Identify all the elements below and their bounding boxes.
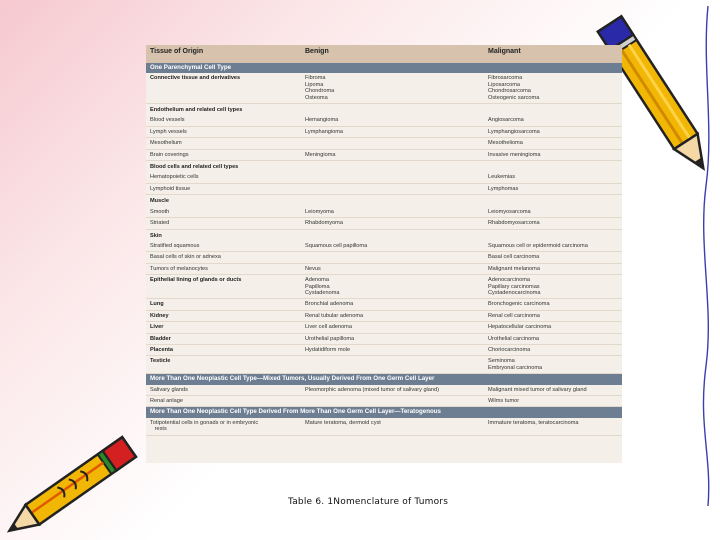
- tissue-cell: Lung: [146, 299, 301, 310]
- table-row: [146, 218, 622, 229]
- malignant-cell: Wilms tumor: [484, 396, 622, 407]
- table-subheading-row: [146, 195, 622, 207]
- tissue-cell: Tumors of melanocytes: [146, 263, 301, 274]
- tissue-cell: Placenta: [146, 344, 301, 355]
- tissue-cell: Testicle: [146, 356, 301, 374]
- malignant-cell: Fibrosarcoma Liposarcoma Chondrosarcoma Osteogenic sarcoma: [484, 73, 622, 103]
- malignant-cell: Basal cell carcinoma: [484, 252, 622, 263]
- malignant-cell: Hepatocellular carcinoma: [484, 322, 622, 333]
- table-subheading-row: [146, 104, 622, 116]
- benign-cell: Adenoma Papilloma Cystadenoma: [301, 275, 484, 299]
- table-row: [146, 322, 622, 333]
- malignant-cell: Choriocarcinoma: [484, 344, 622, 355]
- benign-cell: [301, 183, 484, 194]
- table-row: [146, 149, 622, 160]
- table-caption: Table 6. 1Nomenclature of Tumors: [288, 497, 449, 507]
- benign-cell: [301, 396, 484, 407]
- subheading-label: Skin: [146, 229, 622, 241]
- malignant-cell: Immature teratoma, teratocarcinoma: [484, 418, 622, 435]
- malignant-cell: Malignant melanoma: [484, 263, 622, 274]
- table-row: [146, 310, 622, 321]
- tissue-cell: Epithelial lining of glands or ducts: [146, 275, 301, 299]
- benign-cell: Mature teratoma, dermoid cyst: [301, 418, 484, 435]
- benign-cell: Urothelial papilloma: [301, 333, 484, 344]
- benign-cell: Hydatidiform mole: [301, 344, 484, 355]
- table-body: [146, 63, 622, 435]
- malignant-cell: Malignant mixed tumor of salivary gland: [484, 385, 622, 396]
- table-row: [146, 299, 622, 310]
- table-header-row: [146, 45, 622, 63]
- table-row: [146, 73, 622, 103]
- tissue-cell: Bladder: [146, 333, 301, 344]
- table-row: [146, 252, 622, 263]
- tissue-cell: Mesothelium: [146, 138, 301, 149]
- tissue-cell: Lymphoid tissue: [146, 183, 301, 194]
- benign-cell: [301, 252, 484, 263]
- malignant-cell: Seminoma Embryonal carcinoma: [484, 356, 622, 374]
- tissue-cell: Brain coverings: [146, 149, 301, 160]
- table-section-band: [146, 374, 622, 385]
- benign-cell: Nevus: [301, 263, 484, 274]
- table-row: [146, 115, 622, 126]
- benign-cell: Squamous cell papilloma: [301, 241, 484, 252]
- tissue-cell: Kidney: [146, 310, 301, 321]
- section-band-label: More Than One Neoplastic Cell Type Derived From More Than One Germ Cell Layer—Teratogenous: [146, 407, 622, 418]
- benign-cell: Lymphangioma: [301, 126, 484, 137]
- malignant-cell: Lymphangiosarcoma: [484, 126, 622, 137]
- table-row: [146, 263, 622, 274]
- table-row: [146, 275, 622, 299]
- section-band-label: One Parenchymal Cell Type: [146, 63, 622, 73]
- malignant-cell: Bronchogenic carcinoma: [484, 299, 622, 310]
- benign-cell: Renal tubular adenoma: [301, 310, 484, 321]
- tissue-cell: Lymph vessels: [146, 126, 301, 137]
- malignant-cell: Invasive meningioma: [484, 149, 622, 160]
- table-row: [146, 356, 622, 374]
- malignant-cell: Lymphomas: [484, 183, 622, 194]
- table-row: [146, 138, 622, 149]
- tissue-cell: Smooth: [146, 207, 301, 218]
- tissue-cell: Hematopoietic cells: [146, 172, 301, 183]
- pencil-icon: [0, 430, 160, 540]
- benign-cell: Pleomorphic adenoma (mixed tumor of salivary gland): [301, 385, 484, 396]
- tissue-cell: Connective tissue and derivatives: [146, 73, 301, 103]
- table-row: [146, 207, 622, 218]
- column-header: Tissue of Origin: [146, 45, 301, 63]
- malignant-cell: Adenocarcinoma Papillary carcinomas Cystadenocarcinoma: [484, 275, 622, 299]
- table-row: [146, 344, 622, 355]
- malignant-cell: Leukemias: [484, 172, 622, 183]
- tissue-cell: Totipotential cells in gonads or in embryonic rests: [146, 418, 301, 435]
- benign-cell: Fibroma Lipoma Chondroma Osteoma: [301, 73, 484, 103]
- column-header: Benign: [301, 45, 484, 63]
- table-row: [146, 183, 622, 194]
- column-header: Malignant: [484, 45, 622, 63]
- tissue-cell: Stratified squamous: [146, 241, 301, 252]
- subheading-label: Blood cells and related cell types: [146, 161, 622, 173]
- tissue-cell: Renal anlage: [146, 396, 301, 407]
- benign-cell: [301, 356, 484, 374]
- tissue-cell: Salivary glands: [146, 385, 301, 396]
- section-band-label: More Than One Neoplastic Cell Type—Mixed Tumors, Usually Derived From One Germ Cell Layer: [146, 374, 622, 385]
- table-row: [146, 396, 622, 407]
- malignant-cell: Mesothelioma: [484, 138, 622, 149]
- table-row: [146, 418, 622, 435]
- malignant-cell: Angiosarcoma: [484, 115, 622, 126]
- subheading-label: Muscle: [146, 195, 622, 207]
- table-row: [146, 385, 622, 396]
- malignant-cell: Squamous cell or epidermoid carcinoma: [484, 241, 622, 252]
- table-section-band: [146, 63, 622, 73]
- table-section-band: [146, 407, 622, 418]
- benign-cell: Liver cell adenoma: [301, 322, 484, 333]
- tissue-cell: Blood vessels: [146, 115, 301, 126]
- malignant-cell: Rhabdomyosarcoma: [484, 218, 622, 229]
- malignant-cell: Urothelial carcinoma: [484, 333, 622, 344]
- benign-cell: Rhabdomyoma: [301, 218, 484, 229]
- benign-cell: Meningioma: [301, 149, 484, 160]
- tissue-cell: Liver: [146, 322, 301, 333]
- benign-cell: [301, 172, 484, 183]
- benign-cell: Leiomyoma: [301, 207, 484, 218]
- malignant-cell: Leiomyosarcoma: [484, 207, 622, 218]
- table-subheading-row: [146, 229, 622, 241]
- tissue-cell: Basal cells of skin or adnexa: [146, 252, 301, 263]
- benign-cell: Hemangioma: [301, 115, 484, 126]
- benign-cell: Bronchial adenoma: [301, 299, 484, 310]
- tissue-cell: Striated: [146, 218, 301, 229]
- subheading-label: Endothelium and related cell types: [146, 104, 622, 116]
- table-row: [146, 172, 622, 183]
- tumor-nomenclature-table: [146, 45, 622, 463]
- malignant-cell: Renal cell carcinoma: [484, 310, 622, 321]
- table-row: [146, 126, 622, 137]
- table-row: [146, 241, 622, 252]
- benign-cell: [301, 138, 484, 149]
- table-row: [146, 333, 622, 344]
- table-subheading-row: [146, 161, 622, 173]
